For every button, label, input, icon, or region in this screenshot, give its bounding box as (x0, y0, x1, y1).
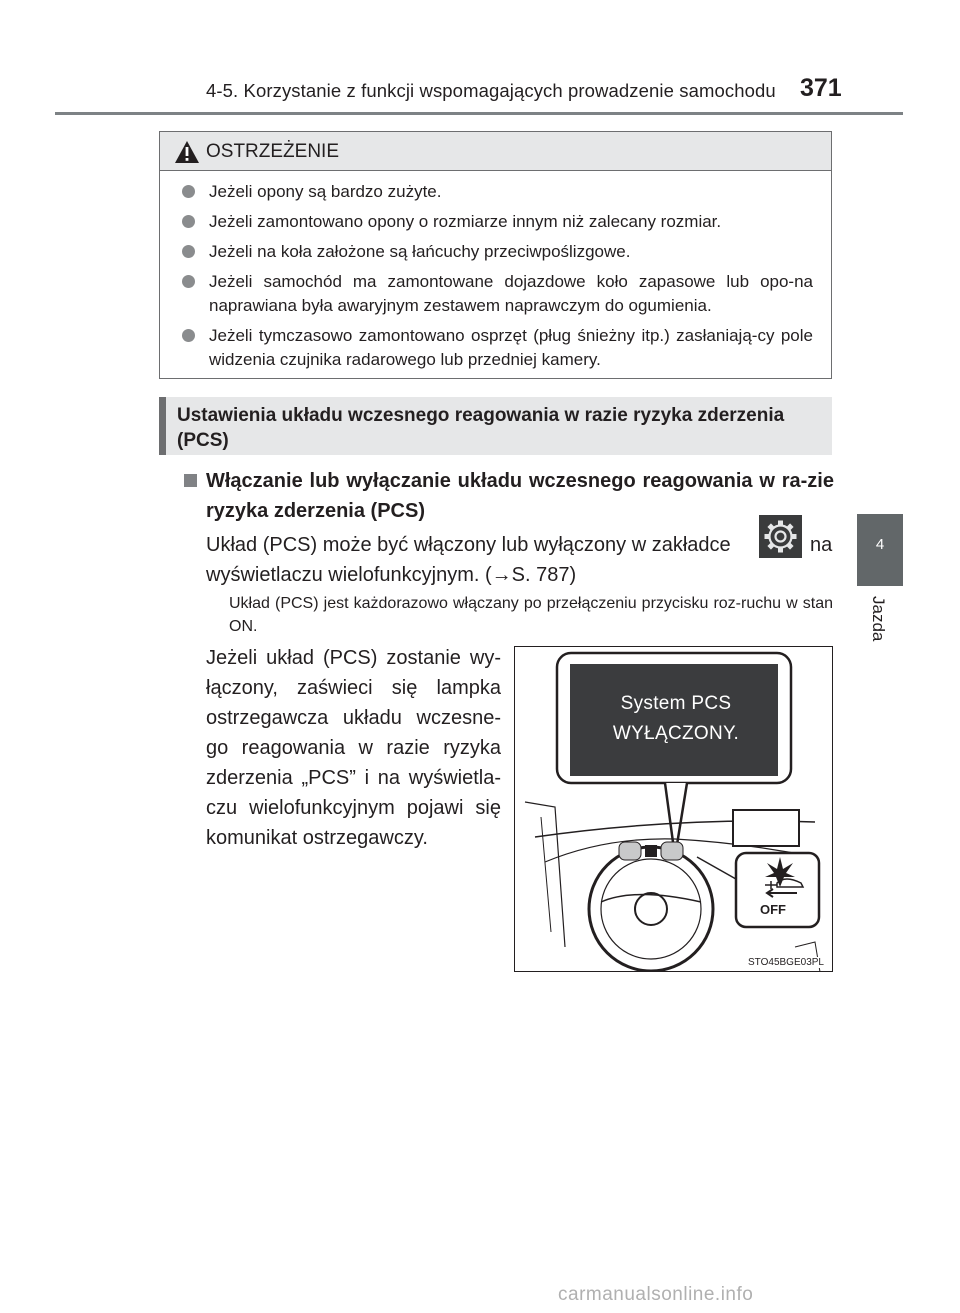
body-paragraph-1-end: na (810, 534, 833, 556)
bullet-icon (182, 185, 195, 198)
chapter-tab-number: 4 (875, 536, 885, 553)
subsection-square-icon (184, 474, 197, 487)
body-paragraph-1-start: Układ (PCS) może być włączony lub wyłączony w zakładce (206, 534, 731, 556)
section-heading: Ustawienia układu wczesnego reagowania w razie ryzyka zderzenia (PCS) (177, 405, 785, 451)
watermark: carmanualsonline.info (558, 1284, 754, 1305)
warning-triangle-icon (174, 140, 200, 164)
warning-item (160, 324, 831, 372)
warning-item (160, 210, 831, 234)
warning-item-text: Jeżeli na koła założone są łańcuchy przeciwpoślizgowe. (209, 242, 631, 261)
header-rule (55, 112, 903, 115)
section-heading-box (159, 397, 832, 455)
dashboard-figure (514, 646, 833, 972)
settings-gear-icon (759, 515, 802, 558)
warning-item-text: Jeżeli zamontowano opony o rozmiarze innym niż zalecany rozmiar. (209, 212, 722, 231)
warning-header (160, 132, 831, 171)
figure-code: STO45BGE03PL (748, 957, 824, 968)
page-number: 371 (800, 74, 842, 102)
display-message-line2: WYŁĄCZONY. (612, 723, 740, 744)
page-header-title: 4-5. Korzystanie z funkcji wspomagających prowadzenie samochodu (206, 80, 776, 101)
bullet-icon (182, 329, 195, 342)
warning-box (159, 131, 832, 379)
chapter-tab-label: Jazda (869, 596, 888, 642)
warning-item-text: Jeżeli samochód ma zamontowane dojazdowe koło zapasowe lub opo-na naprawiana była awaryjnym zestawem naprawczym do ogumienia. (209, 272, 813, 315)
body-note: Układ (PCS) jest każdorazowo włączany po przełączeniu przycisku roz-ruchu w stan ON. (229, 595, 833, 635)
warning-list (160, 180, 831, 378)
warning-title: OSTRZEŻENIE (206, 141, 340, 162)
warning-item (160, 180, 831, 204)
subsection-heading: Włączanie lub wyłączanie układu wczesnego reagowania w ra-zie ryzyka zderzenia (PCS) (206, 470, 834, 522)
warning-item-text: Jeżeli tymczasowo zamontowano osprzęt (pług śnieżny itp.) zasłaniają-cy pole widzenia czujnika radarowego lub przedniej kamery. (209, 326, 813, 369)
bullet-icon (182, 215, 195, 228)
bullet-icon (182, 245, 195, 258)
pcs-off-indicator-text: OFF (760, 902, 786, 917)
body-paragraph-3: Jeżeli układ (PCS) zostanie wy-łączony, zaświeci się lampka ostrzegawcza układu wczesne-go reagowania w razie ryzyka zderzenia „PCS” i na wyświetla-czu wielofunkcyjnym pojawi się komunikat ostrzegawczy. (206, 647, 501, 849)
warning-item-text: Jeżeli opony są bardzo zużyte. (209, 182, 442, 201)
warning-item (160, 240, 831, 264)
display-message-line1: System PCS (620, 693, 732, 714)
warning-item (160, 270, 831, 318)
bullet-icon (182, 275, 195, 288)
body-paragraph-1-line2: wyświetlaczu wielofunkcyjnym. (→S. 787) (206, 564, 577, 586)
